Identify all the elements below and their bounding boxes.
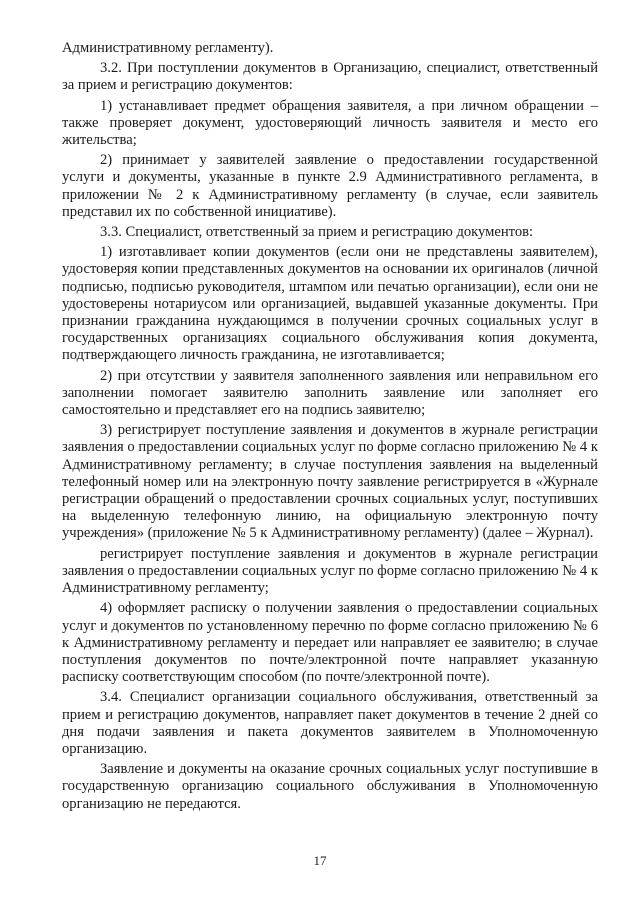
paragraph-3-3-item-1: 1) изготавливает копии документов (если они не представлены заявителем), удостоверяя копии представленных документов на основании их оригиналов (личной подписью, подписью руководителя, штампом или печатью организации), если они не удостоверены нотариусом или организацией, выдавшей указанные документы. При признании гражданина нуждающимся в получении срочных социальных услуг в государственных организациях социального обслуживания копия документа, подтверждающего личность гражданина, не изготавливается; [62,244,598,364]
paragraph-3-3-item-3: 3) регистрирует поступление заявления и документов в журнале регистрации заявления о предоставлении социальных услуг по форме согласно приложению № 4 к Административному регламенту; в случае поступления заявления на выделенный телефонный номер или на электронную почту заявление регистрируется в «Журнале регистрации обращений о предоставлении срочных социальных услуг, поступивших на выделенную телефонную линию, на официальную электронную почту учреждения» (приложение № 5 к Административному регламенту) (далее – Журнал). [62,422,598,542]
paragraph-3-3: 3.3. Специалист, ответственный за прием и регистрацию документов: [100,224,534,241]
document-body [62,40,598,816]
paragraph-3-2: 3.2. При поступлении документов в Организацию, специалист, ответственный за прием и регистрацию документов: [62,60,598,94]
paragraph-3-3-item-4: 4) оформляет расписку о получении заявления о предоставлении социальных услуг и документов по установленному перечню по форме согласно приложению № 6 к Административному регламенту и передает или направляет ее заявителю; в случае поступления документов по почте/электронной почте направляет указанную расписку соответствующим способом (по почте/электронной почте). [62,600,598,686]
paragraph-3-3-registration: регистрирует поступление заявления и документов в журнале регистрации заявления о предоставлении социальных услуг по форме согласно приложению № 4 к Административному регламенту; [62,545,598,597]
paragraph-3-3-item-2: 2) при отсутствии у заявителя заполненного заявления или неправильном его заполнении помогает заявителю заполнить заявление или заполняет его самостоятельно и представляет его на подпись заявителю; [62,367,598,419]
paragraph-3-2-item-2: 2) принимает у заявителей заявление о предоставлении государственной услуги и документы, указанные в пункте 2.9 Административного регламента, в приложении № 2 к Административному регламенту (в случае, если заявитель представил их по собственной инициативе). [62,152,598,220]
paragraph-3-4-note: Заявление и документы на оказание срочных социальных услуг поступившие в государственную организацию социального обслуживания в Уполномоченную организацию не передаются. [62,761,598,812]
page-number: 17 [313,853,327,868]
paragraph-continuation: Административному регламенту). [62,40,274,56]
paragraph-3-2-item-1: 1) устанавливает предмет обращения заявителя, а при личном обращении – также проверяет документ, удостоверяющий личность заявителя и место его жительства; [62,97,598,149]
paragraph-3-4: 3.4. Специалист организации социального обслуживания, ответственный за прием и регистрацию документов, направляет пакет документов в течение 2 дней со дня подачи заявления и пакета документов заявителем в Уполномоченную организацию. [62,689,598,757]
